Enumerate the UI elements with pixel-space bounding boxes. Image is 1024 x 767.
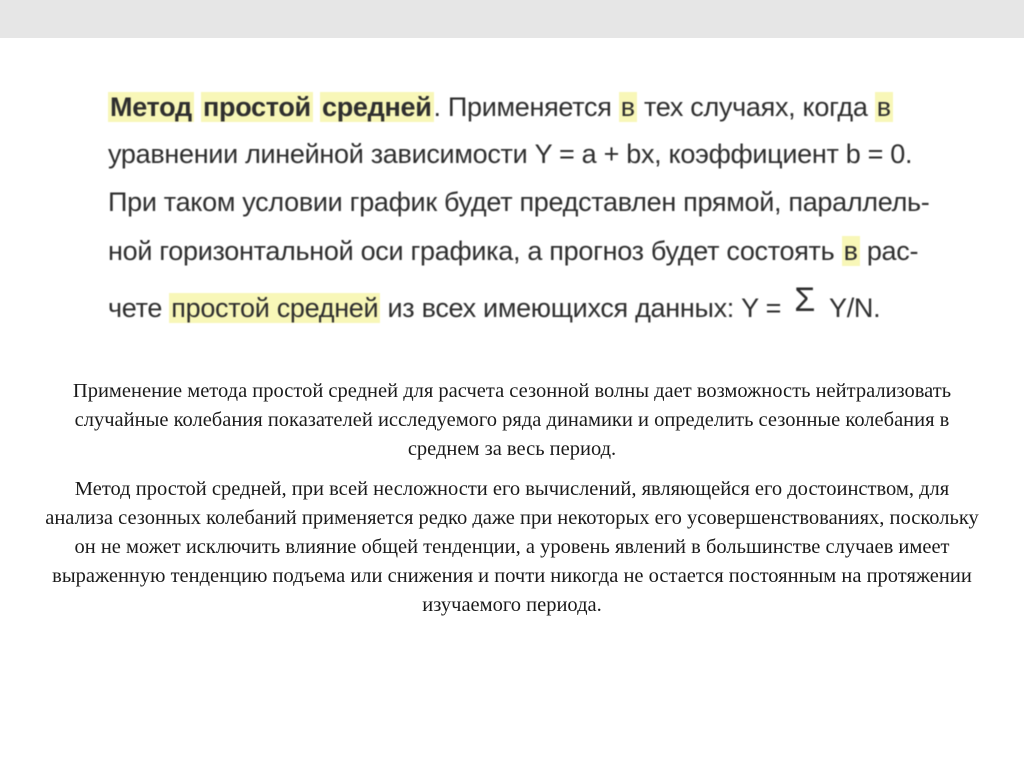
top-bar [0, 0, 1024, 38]
scan-text: ной горизонтальной оси графика, а прогноз будет состоять [108, 236, 842, 266]
scan-line-4 [108, 236, 918, 267]
scan-line-5 [108, 281, 881, 326]
scan-text: . Применяется [433, 92, 619, 122]
sigma-symbol: Σ [794, 281, 815, 319]
scan-text: Y/N. [828, 293, 881, 323]
highlight-average-word: средней [322, 92, 432, 122]
paragraph-2: Метод простой средней, при всей несложности его вычислений, являющейся его достоинством, для анализа сезонных колебаний применяется редко даже при некоторых его усовершенствованиях, поскольку он не может исключить влияние общей тенденции, а уровень явлений в большинстве случаев имеет выраженную тенденцию подъема или снижения и почти никогда не остается постоянным на протяжении изучаемого периода. [45, 478, 979, 616]
scan-line-1 [108, 92, 893, 123]
highlight-preposition: в [620, 92, 635, 122]
scan-text: из всех имеющихся данных: Y = [380, 293, 789, 323]
scan-text: чете [108, 293, 170, 323]
scan-text: тех случаях, когда [636, 92, 875, 122]
scan-line-2: уравнении линейной зависимости Y = a + bx, коэффициент b = 0. [108, 139, 913, 169]
scan-text: рас- [859, 236, 919, 266]
slide [0, 38, 1024, 767]
highlight-word: средней [276, 293, 379, 323]
highlight-preposition: в [843, 236, 858, 266]
highlight-simple-average [169, 293, 380, 323]
highlight-method-word: Метод [110, 92, 192, 122]
scanned-text-image [108, 56, 928, 334]
paragraph-1: Применение метода простой средней для расчета сезонной волны дает возможность нейтрализовать случайные колебания показателей исследуемого ряда динамики и определить сезонные колебания в среднем за весь период. [72, 380, 952, 460]
highlight-word: простой [171, 293, 270, 323]
scan-line-3: При таком условии график будет представлен прямой, параллель- [108, 187, 930, 217]
highlight-preposition: в [876, 92, 891, 122]
highlight-simple-word: простой [203, 92, 311, 122]
